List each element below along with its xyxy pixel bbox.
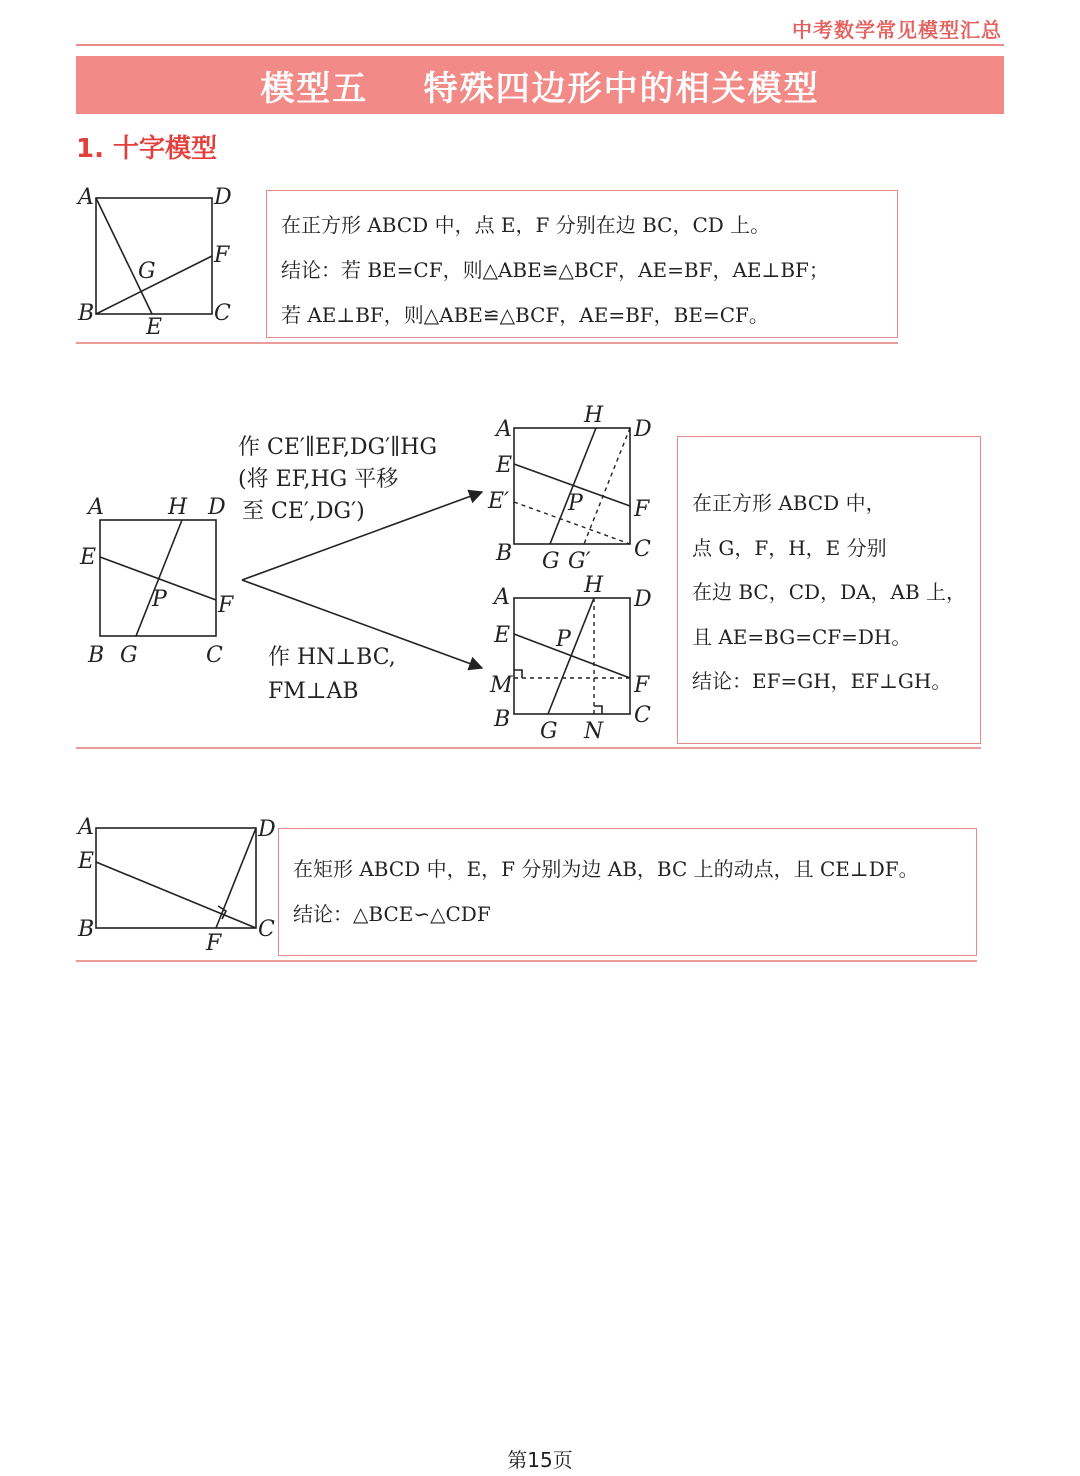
top-label-D: D [634, 417, 652, 442]
top-label-B: B [496, 541, 513, 566]
bottom-label-F: F [634, 673, 650, 698]
top-label-G: G [542, 549, 560, 574]
label-E: E [146, 315, 163, 340]
bottom-label-G: G [540, 719, 558, 744]
box2-line2: 点 G，F，H，E 分别 [692, 535, 887, 560]
main-label-B: B [88, 643, 105, 668]
banner-title: 模型五 特殊四边形中的相关模型 [260, 68, 820, 109]
label-C: C [214, 301, 231, 326]
rect-label-E: E [78, 849, 95, 874]
label-F: F [214, 243, 230, 268]
box2-line3: 在边 BC，CD，DA，AB 上， [692, 580, 967, 604]
label-D: D [214, 185, 232, 210]
top-label-E-prime: E′ [488, 489, 510, 514]
label-A: A [78, 185, 94, 210]
top-label-A: A [496, 417, 512, 442]
bottom-label-D: D [634, 587, 652, 612]
rect-label-A: A [78, 815, 94, 840]
box3-line2: 结论：△BCE∽△CDF [293, 902, 491, 926]
box1-line1: 在正方形 ABCD 中，点 E，F 分别在边 BC，CD 上。 [281, 213, 771, 237]
box-square-cross [266, 190, 898, 338]
page-number: 第15页 [507, 1448, 573, 1472]
label-G: G [138, 259, 156, 284]
section-title: 1. 十字模型 [76, 134, 218, 164]
rect-label-D: D [258, 817, 276, 842]
bottom-label-P: P [556, 627, 571, 652]
main-label-H: H [168, 495, 188, 520]
top-label-C: C [634, 537, 651, 562]
top-label-H: H [584, 403, 604, 428]
rect-label-C: C [258, 917, 275, 942]
box-square-general-cross [677, 436, 981, 744]
section-divider-1 [76, 342, 898, 344]
lower-annotation-1: 作 HN⊥BC, [268, 645, 396, 670]
lower-annotation-2: FM⊥AB [268, 679, 359, 704]
main-label-E: E [80, 545, 97, 570]
top-label-P: P [568, 491, 583, 516]
figure-square-general-cross [70, 400, 670, 750]
bottom-label-B: B [494, 707, 511, 732]
box-rectangle-cross [278, 828, 977, 956]
bottom-label-E: E [494, 623, 511, 648]
main-label-C: C [206, 643, 223, 668]
box2-line4: 且 AE=BG=CF=DH。 [692, 624, 912, 649]
section-divider-2 [76, 747, 981, 749]
bottom-label-A: A [494, 585, 510, 610]
bottom-label-M: M [490, 673, 513, 698]
header-divider [76, 44, 1004, 46]
upper-annotation-3: 至 CE′,DG′) [242, 499, 365, 524]
section-divider-3 [76, 960, 977, 962]
model-banner [76, 56, 1004, 114]
box1-line3: 若 AE⊥BF，则△ABE≌△BCF，AE=BF，BE=CF。 [281, 303, 769, 327]
top-label-E: E [496, 453, 513, 478]
upper-annotation-1: 作 CE′∥EF,DG′∥HG [238, 435, 438, 460]
top-label-F: F [634, 497, 650, 522]
top-label-G-prime: G′ [568, 549, 591, 574]
label-B: B [78, 301, 95, 326]
box1-line2: 结论：若 BE=CF，则△ABE≌△BCF，AE=BF，AE⊥BF； [281, 258, 829, 282]
bottom-label-N: N [584, 719, 604, 744]
bottom-label-H: H [584, 573, 604, 598]
box2-line5: 结论：EF=GH，EF⊥GH。 [692, 669, 952, 693]
figure-rectangle-cross [70, 810, 280, 960]
rect-label-B: B [78, 917, 95, 942]
main-label-D: D [208, 495, 226, 520]
figure-square-cross [70, 180, 250, 340]
box2-line1: 在正方形 ABCD 中， [692, 491, 886, 515]
main-label-A: A [88, 495, 104, 520]
bottom-label-C: C [634, 703, 651, 728]
upper-annotation-2: (将 EF,HG 平移 [238, 467, 399, 492]
rect-label-F: F [206, 931, 222, 956]
main-label-F: F [218, 593, 234, 618]
main-label-P: P [152, 587, 167, 612]
series-title: 中考数学常见模型汇总 [792, 18, 1002, 42]
box3-line1: 在矩形 ABCD 中，E，F 分别为边 AB，BC 上的动点，且 CE⊥DF。 [293, 857, 919, 881]
main-label-G: G [120, 643, 138, 668]
